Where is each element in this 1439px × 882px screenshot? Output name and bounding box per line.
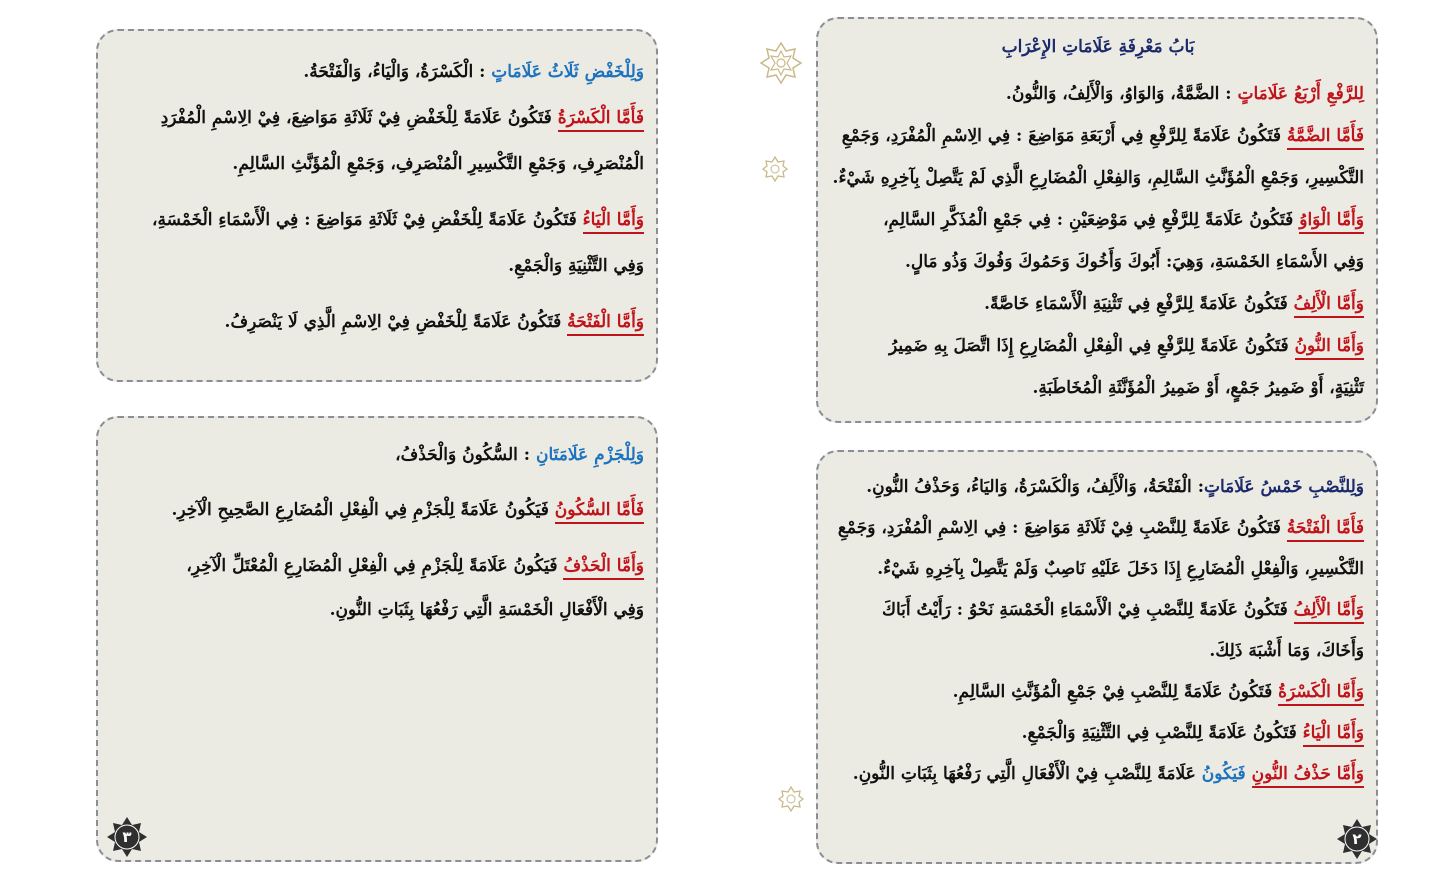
jazm-sukun-line: فَأَمَّا السُّكُونُ فَيَكُونُ عَلَامَةً لِلْجَزْمِ فِي الْفِعْلِ الْمُضَارِعِ الصَّحِيحِ الْآخِرِ. — [171, 502, 644, 519]
star-ornament-icon — [778, 786, 804, 816]
nasb-fatha-line-2: التَّكْسِيرِ، وَالْفِعْلِ الْمُضَارِعِ إِذَا دَخَلَ عَلَيْهِ نَاصِبٌ وَلَمْ يَتَّصِلْ بِآخِرِهِ شَيْءٌ. — [877, 559, 1364, 579]
star-ornament-icon — [762, 156, 788, 186]
khafd-kasra-line: فَأَمَّا الْكَسْرَةُ فَتَكُونُ عَلَامَةً لِلْخَفْضِ فِيْ ثَلَاثَةِ مَوَاضِعَ، فِيْ الِاسْمِ الْمُفْرَدِ — [161, 110, 644, 127]
khafd-kasra-line-2: الْمُنْصَرِفِ، وَجَمْعِ التَّكْسِيرِ الْمُنْصَرِفِ، وَجَمْعِ الْمُؤَنَّثِ السَّالِمِ. — [232, 154, 644, 174]
khafd-heading: وَلِلْخَفْضِ ثَلَاثُ عَلَامَاتٍ : الْكَسْرَةُ، وَالْيَاءُ، وَالْفَتْحَةُ. — [303, 62, 644, 82]
khafd-card — [96, 29, 658, 382]
raf-waw-line-2: وَفِي الأَسْمَاءِ الخَمْسَةِ، وَهِيَ: أَبُوكَ وَأَخُوكَ وَحَمُوكَ وَفُوكَ وَذُو مَالٍ. — [904, 252, 1364, 272]
nasb-kasra-line: وَأَمَّا الْكَسْرَةُ فَتَكُونُ عَلَامَةً لِلنَّصْبِ فِيْ جَمْعِ الْمُؤَنَّثِ السَّالِمِ. — [953, 684, 1364, 701]
nasb-ya-line: وَأَمَّا الْيَاءُ فَتَكُونُ عَلَامَةً لِلنَّصْبِ فِي التَّثْنِيَةِ وَالْجَمْعِ. — [1022, 725, 1364, 742]
nasb-hadhf-line: وَأَمَّا حَذْفُ النُّونِ فَيَكُونُ عَلَامَةً لِلنَّصْبِ فِيْ الْأَفْعَالِ الَّتِي رَفْعُهَا بِثَبَاتِ النُّونِ. — [853, 766, 1364, 783]
page-number-left: ٣ — [122, 828, 132, 846]
nasb-alif-line-2: وَأَخَاكَ، وَمَا أَشْبَهَ ذَلِكَ. — [1209, 641, 1364, 661]
raf-alif-line: وَأَمَّا الْأَلِفُ فَتَكُونُ عَلَامَةً لِلرَّفْعِ فِي تَثْنِيَةِ الْأَسْمَاءِ خَاصَّةً. — [984, 296, 1364, 313]
jazm-hadhf-line-2: وَفِي الْأَفْعَالِ الْخَمْسَةِ الَّتِي رَفْعُهَا بِثَبَاتِ النُّونِ. — [329, 600, 644, 620]
raf-waw-line: وَأَمَّا الْوَاوُ فَتَكُونُ عَلَامَةً لِلرَّفْعِ فِي مَوْضِعَيْنِ : فِي جَمْعِ الْمُذَكَّرِ السَّالِمِ، — [883, 212, 1364, 229]
nasb-card — [816, 450, 1378, 864]
nasb-fatha-line: فَأَمَّا الْفَتْحَةُ فَتَكُونُ عَلَامَةً لِلنَّصْبِ فِيْ ثَلَاثَةِ مَوَاضِعَ : فِي الِاسْمِ الْمُفْرَدِ، وَجَمْعِ — [838, 520, 1364, 537]
jazm-heading: وَلِلْجَزْمِ عَلَامَتَانِ : السُّكُونُ وَالْحَذْفُ، — [395, 445, 644, 465]
jazm-card — [96, 416, 658, 862]
raf-nun-line-2: تَثْنِيَةٍ، أَوْ ضَمِيرُ جَمْعٍ، أَوْ ضَمِيرُ الْمُؤَنَّثَةِ الْمُخَاطَبَةِ. — [1032, 378, 1364, 398]
raf-heading: لِلرَّفْعِ أَرْبَعُ عَلَامَاتٍ : الضَّمَّةُ، وَالوَاوُ، وَالْأَلِفُ، وَالنُّونُ. — [1005, 84, 1364, 104]
jazm-hadhf-line: وَأَمَّا الْحَذْفُ فَيَكُونُ عَلَامَةً لِلْجَزْمِ فِي الْفِعْلِ الْمُضَارِعِ الْمُعْتَلِّ الْآخِرِ، — [186, 558, 644, 575]
khafd-fatha-line: وَأَمَّا الْفَتْحَةُ فَتَكُونُ عَلَامَةً لِلْخَفْضِ فِيْ الِاسْمِ الَّذِي لَا يَنْصَرِفُ. — [225, 314, 644, 331]
nasb-alif-line: وَأَمَّا الْأَلِفُ فَتَكُونُ عَلَامَةً لِلنَّصْبِ فِيْ الْأَسْمَاءِ الْخَمْسَةِ نَحْوُ : رَأَيْتُ أَبَاكَ — [882, 602, 1364, 619]
raf-damma-line: فَأَمَّا الضَّمَّةُ فَتَكُونُ عَلَامَةً لِلرَّفْعِ فِي أَرْبَعَةِ مَوَاضِعَ : فِي الِاسْمِ الْمُفْرَدِ، وَجَمْعِ — [842, 128, 1364, 145]
nasb-heading: وَلِلنَّصْبِ خَمْسُ عَلَامَاتٍ: الْفَتْحَةُ، وَالْأَلِفُ، وَالْكَسْرَةُ، وَاليَاءُ، وَحَذْفُ النُّونِ. — [866, 477, 1364, 497]
page-title: بَابُ مَعْرِفَةِ عَلَامَاتِ الإِعْرَابِ — [1001, 37, 1195, 57]
page-number-badge-left — [106, 816, 148, 858]
raf-nun-line: وَأَمَّا النُّونُ فَتَكُونُ عَلَامَةً لِلرَّفْعِ فِي الْفِعْلِ الْمُضَارِعِ إِذَا اتَّصَلَ بِهِ ضَمِيرُ — [889, 338, 1364, 355]
khafd-ya-line: وَأَمَّا الْيَاءُ فَتَكُونُ عَلَامَةً لِلْخَفْضِ فِيْ ثَلَاثَةِ مَوَاضِعَ : فِي الْأَسْمَاءِ الْخَمْسَةِ، — [152, 212, 644, 229]
page-number-right: ٢ — [1352, 830, 1362, 848]
page-number-badge-right — [1336, 818, 1378, 860]
star-ornament-icon — [759, 41, 803, 89]
raf-damma-line-2: التَّكْسِيرِ، وَجَمْعِ الْمُؤَنَّثِ السَّالِمِ، وَالفِعْلِ الْمُضَارِعِ الَّذِي لَمْ يَتَّصِلْ بِآخِرِهِ شَيْءٌ. — [832, 168, 1364, 188]
raf-card — [816, 17, 1378, 423]
khafd-ya-line-2: وَفِي التَّثْنِيَةِ وَالْجَمْعِ. — [508, 256, 644, 276]
